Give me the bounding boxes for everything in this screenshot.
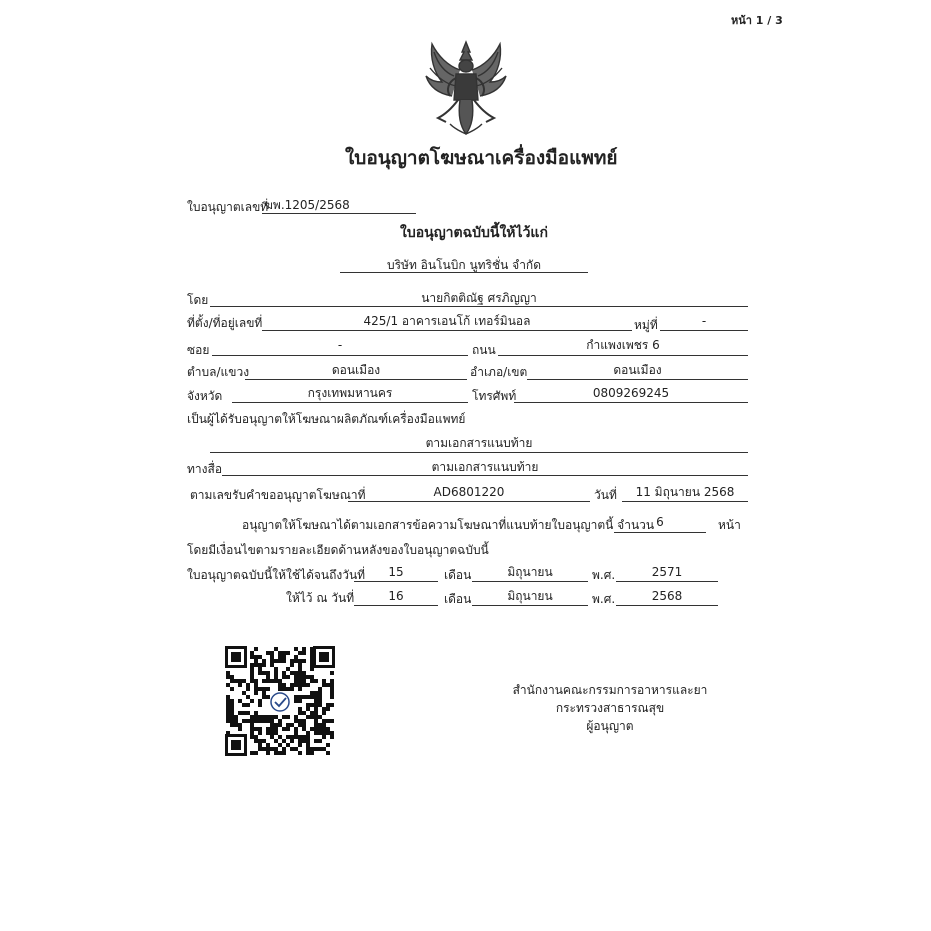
soi-underline	[212, 355, 468, 356]
date-value: 11 มิถุนายน 2568	[635, 485, 735, 499]
issued-year-label: พ.ศ.	[592, 592, 616, 606]
province-label: จังหวัด	[187, 389, 223, 403]
license-number-underline	[262, 213, 416, 214]
media-underline	[222, 475, 748, 476]
license-number-value: ฆพ.1205/2568	[264, 198, 350, 212]
district-label: อำเภอ/เขต	[470, 365, 528, 379]
issuer-block	[490, 681, 730, 735]
subtitle: ใบอนุญาตฉบับนี้ให้ไว้แก่	[400, 225, 548, 241]
issued-year-underline	[616, 605, 718, 606]
request-value: AD6801220	[433, 485, 505, 499]
document-title: ใบอนุญาตโฆษณาเครื่องมือแพทย์	[345, 147, 618, 169]
road-label: ถนน	[472, 343, 496, 357]
approve-text: อนุญาตให้โฆษณาได้ตามเอกสารข้อความโฆษณาที่แนบท้ายใบอนุญาตนี้ จำนวน	[242, 518, 655, 532]
page-count-underline	[614, 532, 706, 533]
issued-month-label: เดือน	[444, 592, 472, 606]
company-name: บริษัท อินโนบิก นูทริชั่น จำกัด	[386, 258, 541, 272]
address-value: 425/1 อาคารเอนโก้ เทอร์มินอล	[363, 314, 531, 328]
issuer-line-1: สำนักงานคณะกรรมการอาหารและยา	[512, 683, 708, 697]
valid-year-label: พ.ศ.	[592, 568, 616, 582]
province-underline	[232, 402, 468, 403]
phone-underline	[514, 402, 748, 403]
license-number-label: ใบอนุญาตเลขที่	[187, 200, 269, 214]
issuer-line-2: กระทรวงสาธารณสุข	[555, 701, 665, 715]
qr-code-icon[interactable]	[225, 646, 335, 756]
issued-label: ให้ไว้ ณ วันที่	[286, 591, 355, 605]
moo-underline	[660, 330, 748, 331]
issued-year-value: 2568	[651, 589, 683, 603]
by-label: โดย	[187, 293, 209, 307]
by-underline	[210, 306, 748, 307]
subdistrict-label: ตำบล/แขวง	[187, 365, 250, 379]
address-underline	[262, 330, 632, 331]
date-label: วันที่	[594, 488, 617, 502]
issued-day-value: 16	[388, 589, 404, 603]
phone-label: โทรศัพท์	[472, 389, 517, 403]
valid-day-value: 15	[388, 565, 404, 579]
page-unit-label: หน้า	[718, 518, 741, 532]
soi-value: -	[337, 338, 343, 352]
road-underline	[498, 355, 748, 356]
subdistrict-value: ดอนเมือง	[331, 363, 381, 377]
page-number: หน้า 1 / 3	[731, 14, 783, 27]
valid-month-label: เดือน	[444, 568, 472, 582]
valid-month-value: มิถุนายน	[507, 565, 553, 579]
valid-day-underline	[354, 581, 438, 582]
company-underline	[340, 272, 588, 273]
page-count-value: 6	[656, 515, 664, 529]
issued-month-value: มิถุนายน	[507, 589, 553, 603]
date-underline	[622, 501, 748, 502]
soi-label: ซอย	[187, 343, 210, 357]
valid-until-label: ใบอนุญาตฉบับนี้ให้ใช้ได้จนถึงวันที่	[187, 568, 366, 582]
province-value: กรุงเทพมหานคร	[307, 386, 393, 400]
garuda-emblem-icon	[420, 38, 512, 138]
phone-value: 0809269245	[592, 386, 670, 400]
by-value: นายกิตติณัฐ ศรภิญญา	[421, 291, 537, 305]
address-label: ที่ตั้ง/ที่อยู่เลขที่	[187, 316, 263, 330]
moo-value: -	[701, 314, 707, 328]
road-value: กำแพงเพชร 6	[586, 338, 660, 352]
valid-year-value: 2571	[651, 565, 683, 579]
media-label: ทางสื่อ	[187, 462, 223, 476]
valid-month-underline	[472, 581, 588, 582]
issued-month-underline	[472, 605, 588, 606]
moo-label: หมู่ที่	[634, 318, 658, 332]
product-value: ตามเอกสารแนบท้าย	[425, 436, 533, 450]
subdistrict-underline	[245, 379, 467, 380]
media-value: ตามเอกสารแนบท้าย	[431, 460, 539, 474]
district-value: ดอนเมือง	[613, 363, 662, 377]
product-underline	[210, 452, 748, 453]
issuer-line-3: ผู้อนุญาต	[586, 719, 634, 733]
valid-year-underline	[616, 581, 718, 582]
district-underline	[527, 379, 748, 380]
request-label: ตามเลขรับคำขออนุญาตโฆษณาที่	[190, 488, 366, 502]
condition-text: โดยมีเงื่อนไขตามรายละเอียดด้านหลังของใบอนุญาตฉบับนี้	[187, 543, 489, 557]
request-underline	[348, 501, 590, 502]
permit-statement: เป็นผู้ได้รับอนุญาตให้โฆษณาผลิตภัณฑ์เครื่องมือแพทย์	[187, 412, 466, 426]
issued-day-underline	[354, 605, 438, 606]
